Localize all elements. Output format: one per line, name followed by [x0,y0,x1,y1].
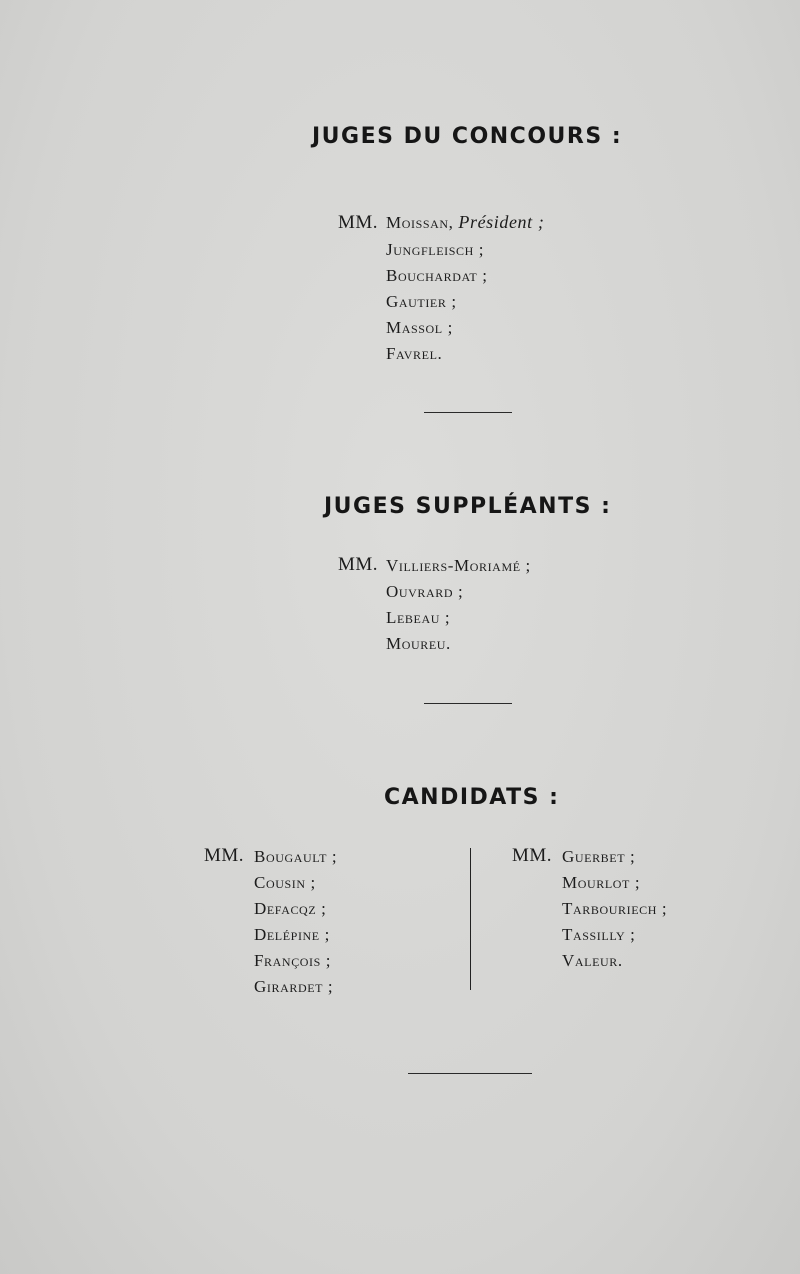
section-divider [408,1073,532,1074]
suppleant-name: Lebeau ; [386,608,451,627]
juge-name: Gautier ; [386,292,457,311]
candidat-name: Girardet ; [254,977,334,996]
juge-name [386,212,544,233]
juges-suppleants-heading: JUGES SUPPLÉANTS : [324,494,612,519]
section-divider [424,703,512,704]
candidat-name: Guerbet ; [562,847,636,866]
suppleants-prefix: MM. [338,554,379,575]
column-divider [470,848,471,990]
candidat-name: Tassilly ; [562,925,636,944]
candidat-name: François ; [254,951,332,970]
section-divider [424,412,512,413]
candidats-heading: CANDIDATS : [384,785,560,810]
juge-name: Massol ; [386,318,453,337]
suppleant-name: Villiers-Moriamé ; [386,556,531,575]
candidat-name: Bougault ; [254,847,338,866]
candidat-name: Mourlot ; [562,873,641,892]
suppleant-name: Ouvrard ; [386,582,464,601]
juge-name: Favrel. [386,344,443,363]
candidats-left-prefix: MM. [204,845,245,866]
juges-concours-heading: JUGES DU CONCOURS : [312,124,623,149]
juges-prefix: MM. [338,212,379,233]
candidat-name: Defacqz ; [254,899,327,918]
candidat-name: Valeur. [562,951,623,970]
candidat-name: Delépine ; [254,925,330,944]
candidats-right-prefix: MM. [512,845,553,866]
suppleant-name: Moureu. [386,634,451,653]
candidat-name: Tarbouriech ; [562,899,668,918]
juge-name: Bouchardat ; [386,266,488,285]
juge-name-text: Moissan, [386,213,454,232]
candidat-name: Cousin ; [254,873,316,892]
president-role: Président ; [458,212,545,232]
juge-name: Jungfleisch ; [386,240,485,259]
